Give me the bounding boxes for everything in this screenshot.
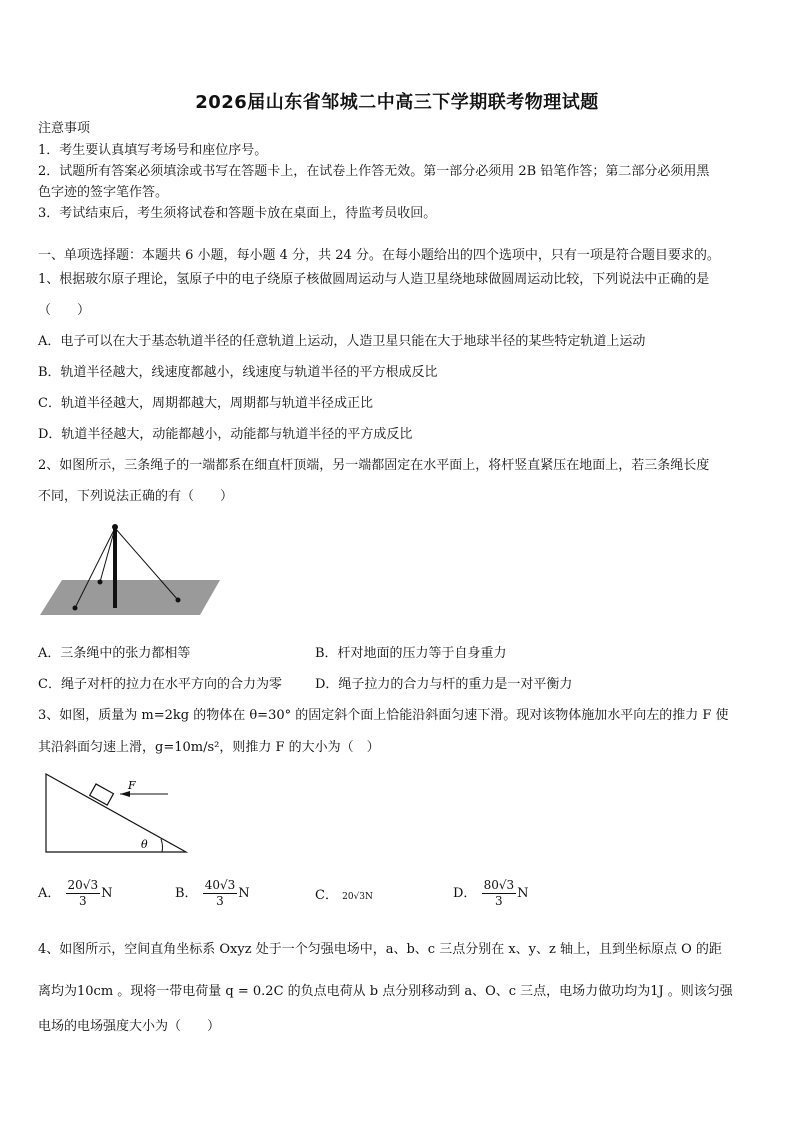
q3-option-b-denominator: 3 <box>216 894 224 908</box>
q2-stem: 2、如图所示，三条绳子的一端都系在细直杆顶端，另一端都固定在水平面上，将杆竖直紧压在地面上，若三条绳长度 <box>38 458 710 473</box>
q3-option-d-unit: N <box>517 886 529 901</box>
q1-option-b: B．轨道半径越大，线速度都越小，线速度与轨道半径的平方根成反比 <box>38 365 438 380</box>
q3-option-b-fraction <box>203 878 238 909</box>
q2-option-c: C．绳子对杆的拉力在水平方向的合力为零 <box>38 677 282 692</box>
notice-item-2-cont: 色字迹的签字笔作答。 <box>38 185 169 200</box>
notice-item-3: 3．考试结束后，考生须将试卷和答题卡放在桌面上，待监考员收回。 <box>38 206 437 221</box>
q2-option-a: A．三条绳中的张力都相等 <box>38 646 191 661</box>
q3-stem-cont: 其沿斜面匀速上滑，g=10m/s²，则推力 F 的大小为（ ） <box>38 740 380 755</box>
q3-incline-figure <box>40 768 195 858</box>
q1-option-a: A．电子可以在大于基态轨道半径的任意轨道上运动，人造卫星只能在大于地球半径的某些特定轨道上运动 <box>38 334 646 349</box>
notice-item-1: 1．考生要认真填写考场号和座位序号。 <box>38 143 268 158</box>
q2-pole-figure <box>40 520 220 620</box>
q2-option-b: B．杆对地面的压力等于自身重力 <box>315 646 507 661</box>
q3-option-b <box>175 878 250 909</box>
section-heading: 一、单项选择题：本题共 6 小题，每小题 4 分，共 24 分。在每小题给出的四个选项中，只有一项是符合题目要求的。 <box>38 248 720 263</box>
q2-stem-cont: 不同，下列说法正确的有（ ） <box>38 489 234 504</box>
notice-heading: 注意事项 <box>38 121 91 136</box>
q3-option-b-numerator: 40√3 <box>204 878 236 892</box>
page-title: 2026届山东省邹城二中高三下学期联考物理试题 <box>195 92 599 113</box>
q3-option-a <box>38 878 112 909</box>
q3-option-d-numerator: 80√3 <box>483 878 515 892</box>
q3-option-d-label: D． <box>453 886 477 901</box>
q1-option-d: D．轨道半径越大，动能都越小，动能都与轨道半径的平方成反比 <box>38 427 413 442</box>
q3-option-d <box>453 878 529 909</box>
q1-option-c: C．轨道半径越大，周期都越大，周期都与轨道半径成正比 <box>38 396 373 411</box>
q4-stem: 4、如图所示，空间直角坐标系 Oxyz 处于一个匀强电场中，a、b、c 三点分别在 x、y、z 轴上，且到坐标原点 O 的距 <box>38 942 722 957</box>
q3-stem: 3、如图，质量为 m=2kg 的物体在 θ=30° 的固定斜个面上恰能沿斜面匀速下滑。现对该物体施加水平向左的推力 F 使 <box>38 708 729 723</box>
q3-option-a-fraction <box>66 878 101 909</box>
q3-option-d-fraction <box>482 878 517 909</box>
q1-stem-bracket: （ ） <box>38 303 91 318</box>
q3-option-c <box>315 888 373 905</box>
q3-option-b-label: B． <box>175 886 198 901</box>
q3-option-b-unit: N <box>238 886 250 901</box>
q3-option-d-denominator: 3 <box>495 894 503 908</box>
q1-stem: 1、根据玻尔原子理论，氢原子中的电子绕原子核做圆周运动与人造卫星绕地球做圆周运动比较，下列说法中正确的是 <box>38 272 710 287</box>
q4-stem-end: 电场的电场强度大小为（ ） <box>38 1019 221 1034</box>
q3-option-c-label: C． <box>315 888 338 903</box>
q3-option-a-denominator: 3 <box>78 894 87 908</box>
notice-item-2: 2．试题所有答案必须填涂或书写在答题卡上，在试卷上作答无效。第一部分必须用 2B 铅笔作答；第二部分必须用黑 <box>38 164 710 179</box>
q3-option-c-value: 20√3N <box>342 892 373 902</box>
q2-option-d: D．绳子拉力的合力与杆的重力是一对平衡力 <box>315 677 573 692</box>
angle-label: θ <box>141 838 148 851</box>
q3-option-a-label: A． <box>38 886 61 901</box>
q3-option-a-numerator: 20√3 <box>67 878 99 892</box>
q3-option-a-unit: N <box>101 886 113 901</box>
force-label: F <box>128 779 136 792</box>
q4-stem-cont: 离均为10cm 。现将一带电荷量 q = 0.2C 的负点电荷从 b 点分别移动到 a、O、c 三点，电场力做功均为1J 。则该匀强 <box>38 984 733 999</box>
